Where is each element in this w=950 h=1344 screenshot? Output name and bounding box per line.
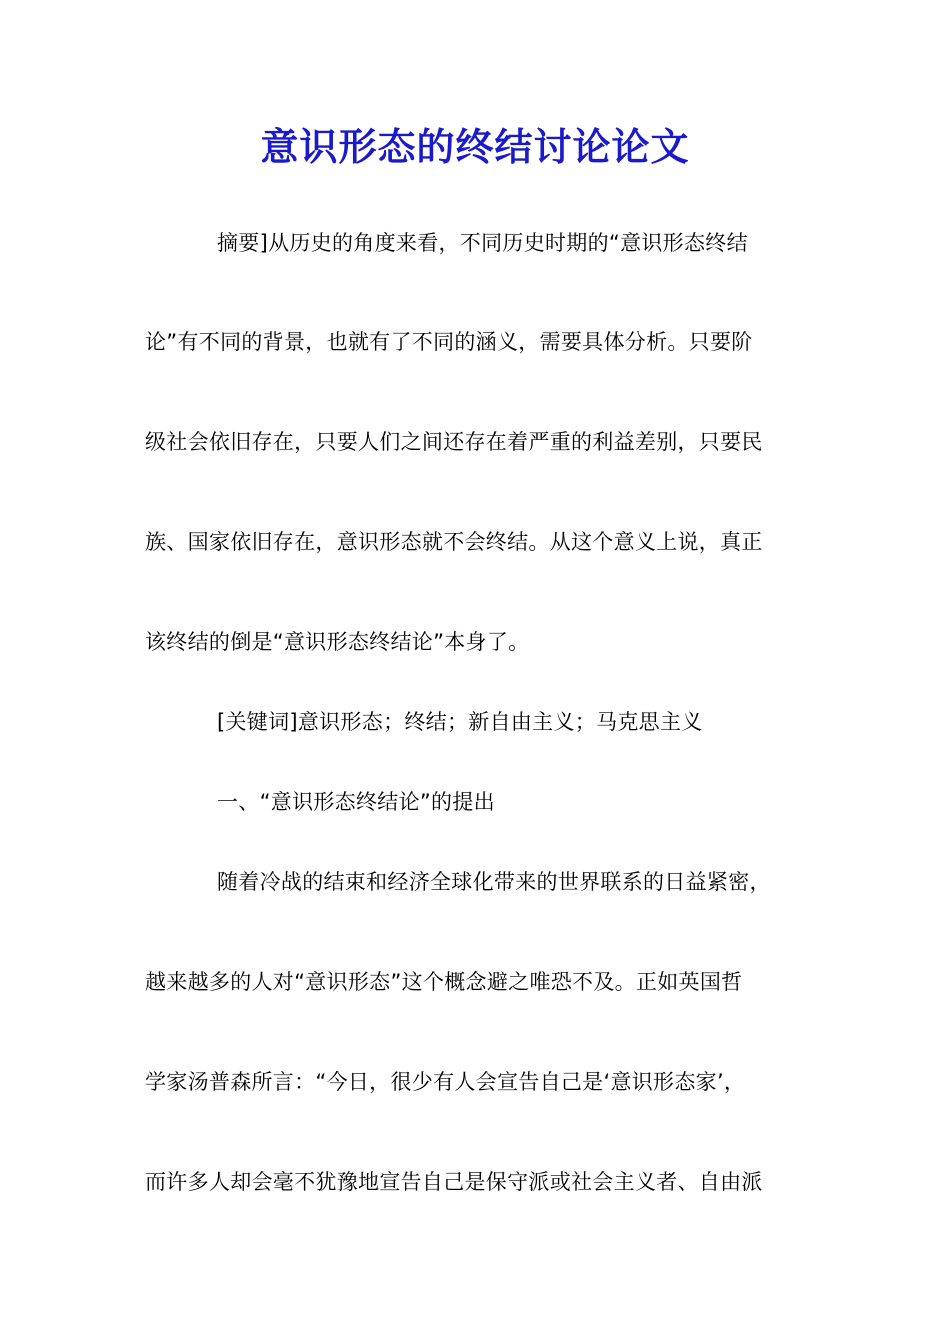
body-line-3: 学家汤普森所言：“今日，很少有人会宣告自己是‘意识形态家’，: [145, 1070, 746, 1094]
body-line-4: 而许多人却会毫不犹豫地宣告自己是保守派或社会主义者、自由派: [145, 1170, 763, 1194]
section-heading: 一、“意识形态终结论”的提出: [217, 790, 495, 814]
abstract-line-3: 级社会依旧存在，只要人们之间还存在着严重的利益差别，只要民: [145, 430, 763, 454]
body-line-2: 越来越多的人对“意识形态”这个概念避之唯恐不及。正如英国哲: [145, 970, 743, 994]
body-line-1: 随着冷战的结束和经济全球化带来的世界联系的日益紧密，: [217, 870, 771, 894]
abstract-line-4: 族、国家依旧存在，意识形态就不会终结。从这个意义上说，真正: [145, 530, 763, 554]
keywords-line: [关键词]意识形态；终结；新自由主义；马克思主义: [217, 710, 703, 734]
abstract-line-2: 论”有不同的背景，也就有了不同的涵义，需要具体分析。只要阶: [145, 330, 753, 354]
document-title: 意识形态的终结讨论论文: [260, 124, 690, 169]
abstract-line-1: 摘要]从历史的角度来看，不同历史时期的“意识形态终结: [217, 231, 748, 255]
abstract-line-5: 该终结的倒是“意识形态终结论”本身了。: [145, 630, 530, 654]
